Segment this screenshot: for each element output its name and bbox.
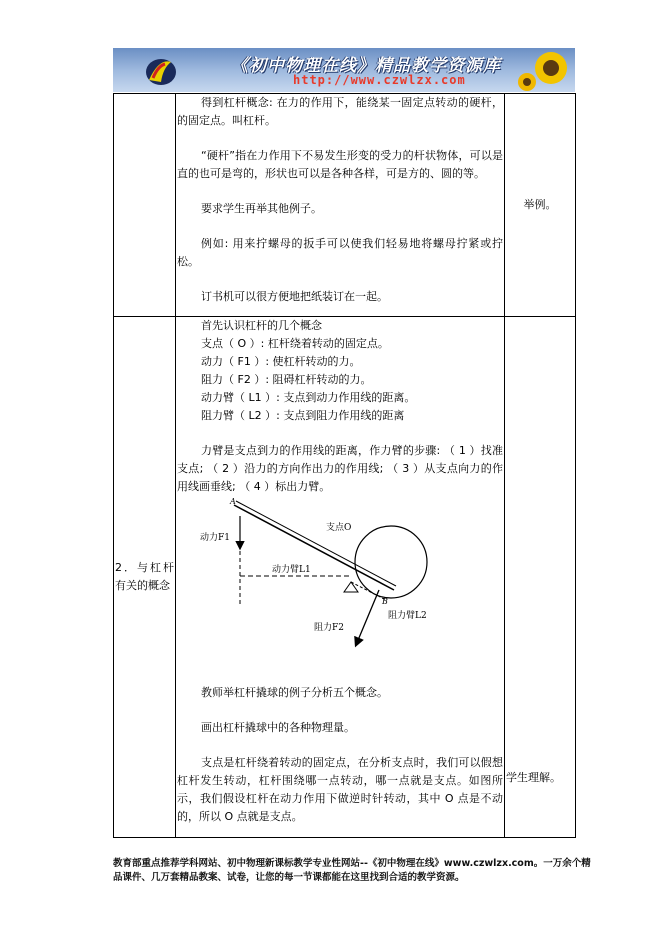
label-B: B [382,597,388,606]
row2-activity-text: 学生理解。 [506,771,561,784]
row1-activity-cell [505,94,576,317]
def-load-arm: 阻力臂（ L2 ）: 支点到阻力作用线的距离 [201,409,405,422]
ask-examples: 要求学生再举其他例子。 [201,202,322,215]
arm-steps: 力臂是支点到力的作用线的距离，作力臂的步骤: （ 1 ）找准支点; （ 2 ）沿力的方向作出力的作用线; （ 3 ）从支点向力的作用线画垂线; （ 4 ）标出力臂。 [177,444,503,493]
table-row [114,94,576,317]
rigid-rod-note: “硬杆”指在力作用下不易发生形变的受力的杆状物体，可以是直的也可是弯的，形状也可以是各种各样，可是方的、圆的等。 [177,149,503,180]
row2-topic-cell [114,317,176,838]
row1-content-cell [176,94,505,317]
def-effort: 动力（ F1 ）: 使杠杆转动的力。 [201,355,361,368]
label-L2: 阻力臂L2 [388,611,427,621]
site-url[interactable]: http://www.czwlzx.com [293,73,466,87]
row1-activity-text: 举例。 [523,198,557,211]
label-F1: 动力F1 [200,533,230,543]
draw-quantities: 画出杠杆撬球中的各种物理量。 [201,721,355,734]
load-arm-line [351,582,386,600]
label-pivot: 支点O [326,523,352,533]
page-footer: 教育部重点推荐学科网站、初中物理新课标教学专业性网站--《初中物理在线》www.czwlzx.com。一万余个精品课件、几万套精品教案、试卷，让您的每一节课都能在这里找到合适的教学资源。 [113,858,591,883]
pivot-triangle [344,582,358,592]
site-title: 《初中物理在线》精品教学资源库 [231,56,501,76]
row2-content-cell [176,317,505,838]
lever-rod [234,505,394,590]
label-A: A [230,497,236,506]
def-pivot: 支点（ O ）: 杠杆绕着转动的固定点。 [201,337,389,350]
table-row [114,317,576,838]
lesson-table [113,93,576,838]
def-load: 阻力（ F2 ）: 阻碍杠杆转动的力。 [201,373,372,386]
lever-definition: 得到杠杆概念: 在力的作用下，能绕某一固定点转动的硬杆，的固定点。叫杠杆。 [177,96,503,127]
def-effort-arm: 动力臂（ L1 ）: 支点到动力作用线的距离。 [201,391,416,404]
sunflower-icon [513,48,573,92]
row1-topic-cell [114,94,176,317]
row2-activity-cell [505,317,576,838]
pivot-explanation: 支点是杠杆绕着转动的固定点，在分析支点时，我们可以假想杠杆发生转动，杠杆围绕哪一点转动，哪一点就是支点。如图所示，我们假设杠杆在动力作用下做逆时针转动，其中 O 点是不动的，所以 O 点就是支点。 [177,756,503,823]
header-banner [113,48,575,92]
concepts-intro: 首先认识杠杆的几个概念 [201,319,322,332]
wrench-example: 例如: 用来拧螺母的扳手可以使我们轻易地将螺母拧紧或拧松。 [177,237,503,268]
ball [355,526,427,598]
site-logo-icon [141,52,177,88]
lever-diagram [200,497,456,650]
load-arrow [356,590,379,645]
stapler-example: 订书机可以很方便地把纸装订在一起。 [201,290,388,303]
row2-topic-text: 2．与杠杆有关的概念 [115,561,174,592]
teacher-ball-example: 教师举杠杆撬球的例子分析五个概念。 [201,686,388,699]
label-L1: 动力臂L1 [272,565,311,575]
label-F2: 阻力F2 [314,623,344,633]
